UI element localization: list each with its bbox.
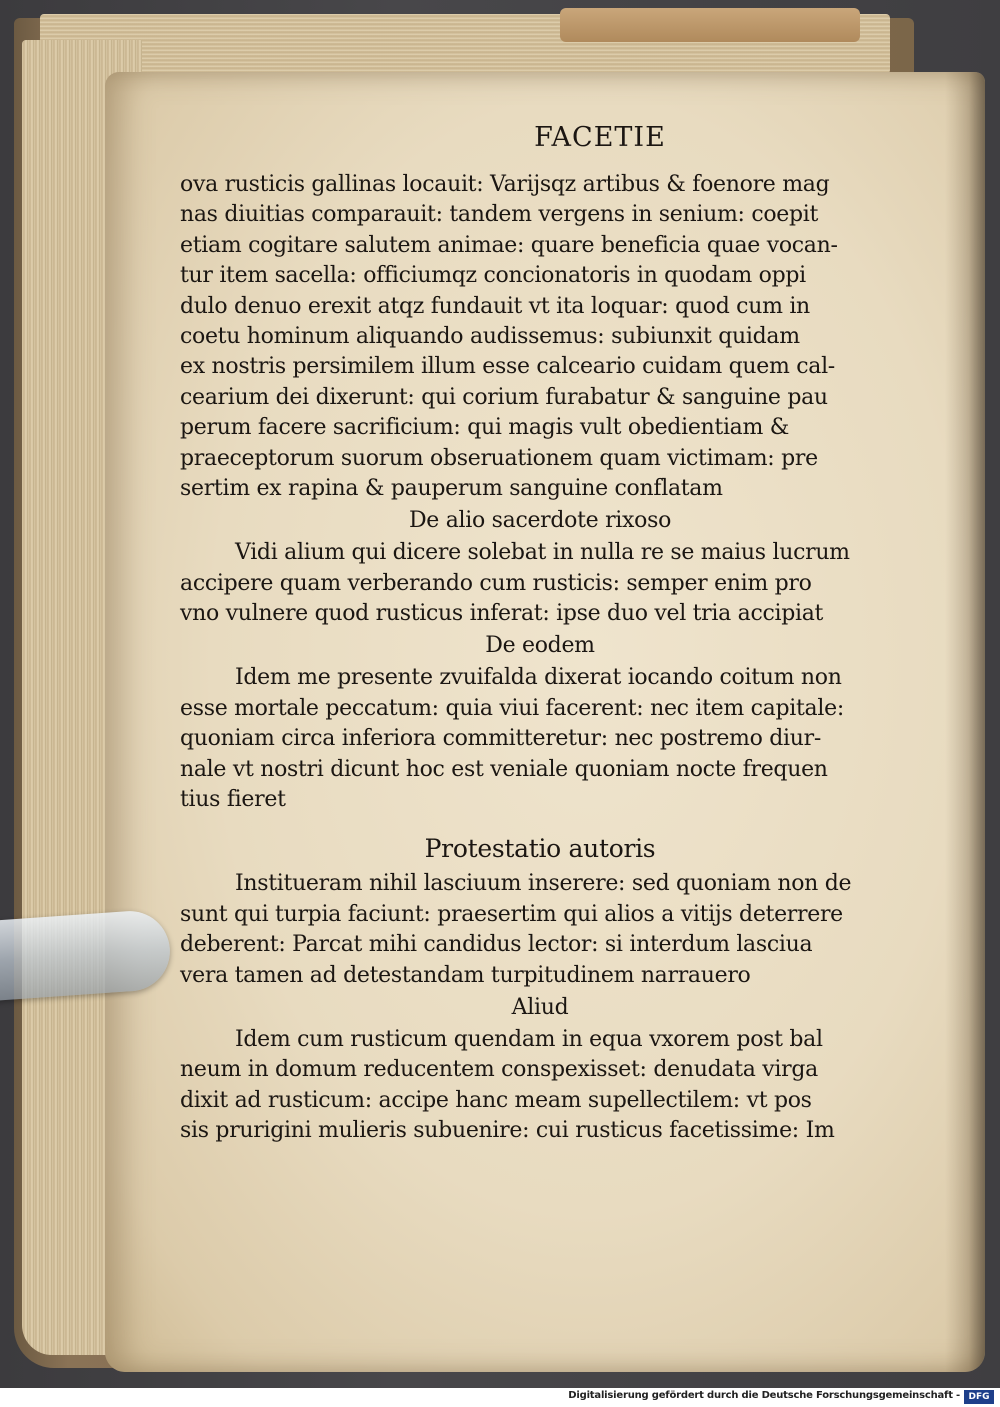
- text-line: Institueram nihil lasciuum inserere: sed quoniam non de: [235, 871, 852, 897]
- text-line: tur item sacella: officiumqz concionatoris in quodam oppi: [180, 263, 806, 289]
- text-line: quoniam circa inferiora committeretur: nec postremo diur-: [180, 726, 821, 752]
- text-line: sunt qui turpia faciunt: praesertim qui alios a vitijs deterrere: [180, 901, 843, 927]
- paragraph-3: [180, 663, 900, 815]
- section-heading: De eodem: [485, 633, 595, 659]
- footer-bar: [0, 1388, 1000, 1407]
- paragraph-2: [180, 538, 900, 629]
- text-line: etiam cogitare salutem animae: quare beneficia quae vocan-: [180, 232, 838, 258]
- paragraph-1: [180, 170, 900, 504]
- text-line: Idem me presente zvuifalda dixerat iocando coitum non: [235, 665, 842, 691]
- text-line: sis prurigini mulieris subuenire: cui rusticus facetissime: Im: [180, 1118, 835, 1144]
- text-line: ex nostris persimilem illum esse calceario cuidam quem cal-: [180, 354, 835, 380]
- section-heading: Aliud: [511, 994, 569, 1020]
- text-line: esse mortale peccatum: quia viui facerent: nec item capitale:: [180, 695, 844, 721]
- paragraph-4: [180, 869, 900, 991]
- text-line: dulo denuo erexit atqz fundauit vt ita loquar: quod cum in: [180, 293, 810, 319]
- text-line: nale vt nostri dicunt hoc est veniale quoniam nocte frequen: [180, 756, 828, 782]
- text-line: neum in domum reducentem conspexisset: denudata virga: [180, 1057, 818, 1083]
- text-line: Idem cum rusticum quendam in equa vxorem post bal: [235, 1026, 823, 1052]
- text-line: dixit ad rusticum: accipe hanc meam supellectilem: vt pos: [180, 1087, 812, 1113]
- text-line: sertim ex rapina & pauperum sanguine conflatam: [180, 475, 723, 501]
- text-line: perum facere sacrificium: qui magis vult obedientiam &: [180, 415, 790, 441]
- text-line: tius fieret: [180, 787, 286, 813]
- page-gutter: [945, 72, 985, 1372]
- text-line: accipere quam verberando cum rusticis: semper enim pro: [180, 570, 812, 596]
- section-heading: De alio sacerdote rixoso: [408, 508, 672, 534]
- text-line: nas diuitias comparauit: tandem vergens in senium: coepit: [180, 202, 819, 228]
- section-heading: Protestatio autoris: [424, 834, 656, 864]
- page-text: [180, 118, 900, 1147]
- text-line: deberent: Parcat mihi candidus lector: si interdum lasciua: [180, 932, 813, 958]
- paragraph-5: [180, 1025, 900, 1147]
- text-line: ova rusticis gallinas locauit: Varijsqz artibus & foenore mag: [180, 172, 830, 197]
- dfg-logo: DFG: [964, 1390, 994, 1404]
- book-spine-strip: [560, 8, 860, 42]
- text-line: coetu hominum aliquando audissemus: subiunxit quidam: [180, 323, 800, 349]
- text-line: vno vulnere quod rusticus inferat: ipse duo vel tria accipiat: [180, 601, 824, 627]
- running-title: FACETIE: [534, 122, 666, 153]
- text-line: Vidi alium qui dicere solebat in nulla re se maius lucrum: [235, 540, 850, 566]
- text-line: praeceptorum suorum obseruationem quam victimam: pre: [180, 445, 818, 471]
- text-line: vera tamen ad detestandam turpitudinem narrauero: [180, 962, 751, 988]
- funding-credit: Digitalisierung gefördert durch die Deutsche Forschungsgemeinschaft -: [568, 1390, 960, 1401]
- text-line: cearium dei dixerunt: qui corium furabatur & sanguine pau: [180, 384, 828, 410]
